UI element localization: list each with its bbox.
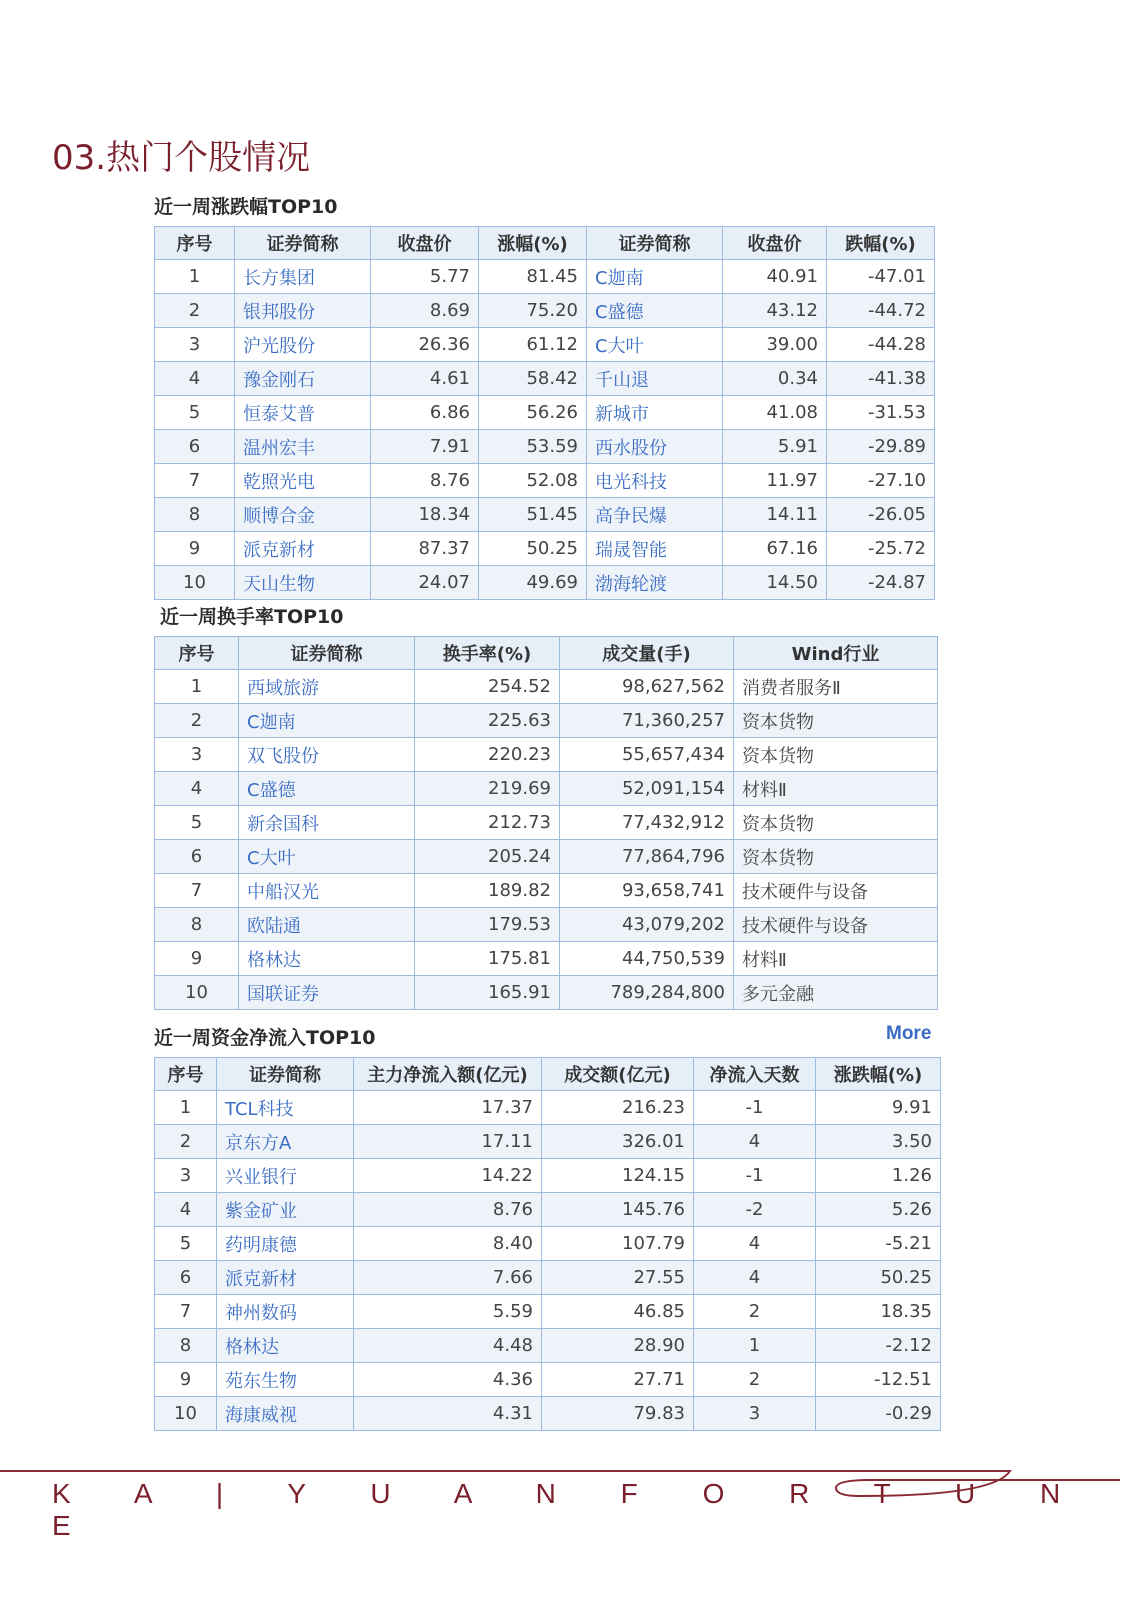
- table-row: [155, 498, 935, 532]
- cell-loser-name[interactable]: C盛德: [587, 294, 723, 328]
- cell-net-inflow: 14.22: [354, 1159, 542, 1193]
- cell-wind-industry: 技术硬件与设备: [734, 908, 938, 942]
- column-header-rank: 序号: [155, 1058, 217, 1091]
- cell-net-inflow: 7.66: [354, 1261, 542, 1295]
- table-row: [155, 1261, 941, 1295]
- cell-stock-name[interactable]: 欧陆通: [239, 908, 415, 942]
- table-row: [155, 1125, 941, 1159]
- table-row: [155, 1363, 941, 1397]
- cell-turnover-amount: 27.55: [542, 1261, 694, 1295]
- cell-rank: 8: [155, 1329, 217, 1363]
- table-row: [155, 1397, 941, 1431]
- cell-loser-close: 11.97: [723, 464, 827, 498]
- cell-net-inflow: 4.36: [354, 1363, 542, 1397]
- cell-rank: 2: [155, 704, 239, 738]
- cell-stock-name[interactable]: TCL科技: [217, 1091, 354, 1125]
- turnover-table: [154, 636, 938, 1010]
- table-row: [155, 874, 938, 908]
- column-header-net-inflow: 主力净流入额(亿元): [354, 1058, 542, 1091]
- cell-rank: 7: [155, 464, 235, 498]
- cell-wind-industry: 材料Ⅱ: [734, 772, 938, 806]
- column-header-volume: 成交量(手): [560, 637, 734, 670]
- cell-inflow-days: 3: [694, 1397, 816, 1431]
- cell-change-pct: 3.50: [816, 1125, 941, 1159]
- cell-change-pct: -2.12: [816, 1329, 941, 1363]
- cell-loss-pct: -31.53: [827, 396, 935, 430]
- cell-turnover-amount: 145.76: [542, 1193, 694, 1227]
- table-row: [155, 294, 935, 328]
- cell-turnover-rate: 189.82: [415, 874, 560, 908]
- column-header-inflow-days: 净流入天数: [694, 1058, 816, 1091]
- column-header-gainer-close: 收盘价: [371, 227, 479, 260]
- cell-gainer-close: 5.77: [371, 260, 479, 294]
- cell-rank: 4: [155, 1193, 217, 1227]
- cell-gainer-close: 26.36: [371, 328, 479, 362]
- cell-gain-pct: 81.45: [479, 260, 587, 294]
- table-row: [155, 362, 935, 396]
- cell-rank: 3: [155, 1159, 217, 1193]
- cell-gain-pct: 52.08: [479, 464, 587, 498]
- column-header-rank: 序号: [155, 227, 235, 260]
- cell-rank: 1: [155, 260, 235, 294]
- cell-loser-name[interactable]: C迦南: [587, 260, 723, 294]
- cell-wind-industry: 技术硬件与设备: [734, 874, 938, 908]
- cell-wind-industry: 资本货物: [734, 704, 938, 738]
- cell-rank: 10: [155, 566, 235, 600]
- table-row: [155, 704, 938, 738]
- cell-gainer-name[interactable]: 豫金刚石: [235, 362, 371, 396]
- cell-gain-pct: 75.20: [479, 294, 587, 328]
- cell-inflow-days: 2: [694, 1363, 816, 1397]
- cell-gainer-name[interactable]: 银邦股份: [235, 294, 371, 328]
- cell-inflow-days: -1: [694, 1159, 816, 1193]
- cell-stock-name[interactable]: C迦南: [239, 704, 415, 738]
- cell-rank: 10: [155, 1397, 217, 1431]
- cell-turnover-rate: 254.52: [415, 670, 560, 704]
- cell-change-pct: -0.29: [816, 1397, 941, 1431]
- cell-loser-close: 5.91: [723, 430, 827, 464]
- table-row: [155, 532, 935, 566]
- cell-wind-industry: 资本货物: [734, 738, 938, 772]
- cell-volume: 52,091,154: [560, 772, 734, 806]
- cell-gainer-name[interactable]: 沪光股份: [235, 328, 371, 362]
- table-row: [155, 1295, 941, 1329]
- cell-stock-name[interactable]: 药明康德: [217, 1227, 354, 1261]
- cell-stock-name[interactable]: 双飞股份: [239, 738, 415, 772]
- cell-loss-pct: -44.28: [827, 328, 935, 362]
- cell-stock-name[interactable]: 苑东生物: [217, 1363, 354, 1397]
- cell-stock-name[interactable]: 神州数码: [217, 1295, 354, 1329]
- cell-turnover-amount: 46.85: [542, 1295, 694, 1329]
- cell-inflow-days: 1: [694, 1329, 816, 1363]
- cell-turnover-amount: 28.90: [542, 1329, 694, 1363]
- table-row: [155, 464, 935, 498]
- cell-loser-close: 14.11: [723, 498, 827, 532]
- cell-gainer-close: 8.76: [371, 464, 479, 498]
- section-title-turnover: 近一周换手率TOP10: [160, 606, 344, 628]
- cell-volume: 77,432,912: [560, 806, 734, 840]
- column-header-loser-name: 证券简称: [587, 227, 723, 260]
- cell-stock-name[interactable]: 国联证券: [239, 976, 415, 1010]
- cell-turnover-rate: 179.53: [415, 908, 560, 942]
- cell-stock-name[interactable]: C盛德: [239, 772, 415, 806]
- cell-net-inflow: 5.59: [354, 1295, 542, 1329]
- cell-loser-name[interactable]: 渤海轮渡: [587, 566, 723, 600]
- cell-turnover-amount: 124.15: [542, 1159, 694, 1193]
- cell-change-pct: 9.91: [816, 1091, 941, 1125]
- cell-net-inflow: 4.31: [354, 1397, 542, 1431]
- cell-stock-name[interactable]: C大叶: [239, 840, 415, 874]
- cell-gainer-name[interactable]: 温州宏丰: [235, 430, 371, 464]
- cell-gainer-close: 6.86: [371, 396, 479, 430]
- cell-turnover-rate: 175.81: [415, 942, 560, 976]
- cell-rank: 9: [155, 532, 235, 566]
- cell-inflow-days: 4: [694, 1227, 816, 1261]
- cell-loser-close: 14.50: [723, 566, 827, 600]
- table-row: [155, 260, 935, 294]
- cell-net-inflow: 4.48: [354, 1329, 542, 1363]
- cell-loser-name[interactable]: 电光科技: [587, 464, 723, 498]
- cell-wind-industry: 材料Ⅱ: [734, 942, 938, 976]
- cell-gainer-name[interactable]: 天山生物: [235, 566, 371, 600]
- cell-loser-name[interactable]: 高争民爆: [587, 498, 723, 532]
- cell-rank: 9: [155, 942, 239, 976]
- table-header-row: [155, 227, 935, 260]
- cell-stock-name[interactable]: 海康威视: [217, 1397, 354, 1431]
- table-row: [155, 396, 935, 430]
- cell-rank: 6: [155, 430, 235, 464]
- cell-gainer-name[interactable]: 顺博合金: [235, 498, 371, 532]
- table-row: [155, 806, 938, 840]
- cell-loss-pct: -41.38: [827, 362, 935, 396]
- cell-gain-pct: 58.42: [479, 362, 587, 396]
- cell-turnover-rate: 165.91: [415, 976, 560, 1010]
- cell-loser-close: 67.16: [723, 532, 827, 566]
- cell-gain-pct: 53.59: [479, 430, 587, 464]
- cell-turnover-rate: 205.24: [415, 840, 560, 874]
- cell-rank: 2: [155, 294, 235, 328]
- column-header-gain-pct: 涨幅(%): [479, 227, 587, 260]
- cell-stock-name[interactable]: 派克新材: [217, 1261, 354, 1295]
- cell-loss-pct: -27.10: [827, 464, 935, 498]
- cell-rank: 4: [155, 772, 239, 806]
- cell-loser-name[interactable]: 西水股份: [587, 430, 723, 464]
- cell-loser-close: 43.12: [723, 294, 827, 328]
- cell-loss-pct: -29.89: [827, 430, 935, 464]
- cell-gain-pct: 50.25: [479, 532, 587, 566]
- cell-gainer-close: 24.07: [371, 566, 479, 600]
- column-header-loss-pct: 跌幅(%): [827, 227, 935, 260]
- column-header-change-pct: 涨跌幅(%): [816, 1058, 941, 1091]
- footer-swoosh-icon: [830, 1466, 1120, 1512]
- cell-loser-name[interactable]: C大叶: [587, 328, 723, 362]
- table-row: [155, 840, 938, 874]
- section-title-price-change: 近一周涨跌幅TOP10: [154, 196, 338, 218]
- cell-volume: 98,627,562: [560, 670, 734, 704]
- cell-turnover-amount: 27.71: [542, 1363, 694, 1397]
- table-row: [155, 942, 938, 976]
- cell-gainer-close: 4.61: [371, 362, 479, 396]
- cell-inflow-days: 4: [694, 1125, 816, 1159]
- cell-change-pct: 5.26: [816, 1193, 941, 1227]
- cell-wind-industry: 消费者服务Ⅱ: [734, 670, 938, 704]
- cell-rank: 7: [155, 874, 239, 908]
- cell-rank: 6: [155, 1261, 217, 1295]
- table-row: [155, 976, 938, 1010]
- column-header-turnover-rate: 换手率(%): [415, 637, 560, 670]
- cell-turnover-rate: 212.73: [415, 806, 560, 840]
- cell-gainer-close: 7.91: [371, 430, 479, 464]
- cell-gain-pct: 51.45: [479, 498, 587, 532]
- cell-rank: 3: [155, 328, 235, 362]
- column-header-stock-name: 证券简称: [217, 1058, 354, 1091]
- table-row: [155, 1227, 941, 1261]
- cell-volume: 77,864,796: [560, 840, 734, 874]
- cell-turnover-amount: 216.23: [542, 1091, 694, 1125]
- cell-stock-name[interactable]: 格林达: [239, 942, 415, 976]
- table-row: [155, 738, 938, 772]
- cell-rank: 9: [155, 1363, 217, 1397]
- cell-wind-industry: 多元金融: [734, 976, 938, 1010]
- cell-stock-name[interactable]: 中船汉光: [239, 874, 415, 908]
- cell-loss-pct: -26.05: [827, 498, 935, 532]
- table-row: [155, 430, 935, 464]
- table-row: [155, 566, 935, 600]
- cell-loser-close: 0.34: [723, 362, 827, 396]
- table-header-row: [155, 1058, 941, 1091]
- cell-net-inflow: 8.76: [354, 1193, 542, 1227]
- cell-gain-pct: 61.12: [479, 328, 587, 362]
- cell-gainer-name[interactable]: 恒泰艾普: [235, 396, 371, 430]
- cell-change-pct: 1.26: [816, 1159, 941, 1193]
- cell-gainer-name[interactable]: 派克新材: [235, 532, 371, 566]
- cell-rank: 8: [155, 498, 235, 532]
- cell-gainer-name[interactable]: 长方集团: [235, 260, 371, 294]
- cell-rank: 1: [155, 1091, 217, 1125]
- price-change-table: [154, 226, 935, 600]
- cell-loss-pct: -24.87: [827, 566, 935, 600]
- cell-rank: 1: [155, 670, 239, 704]
- cell-wind-industry: 资本货物: [734, 806, 938, 840]
- cell-gainer-name[interactable]: 乾照光电: [235, 464, 371, 498]
- cell-loss-pct: -25.72: [827, 532, 935, 566]
- cell-change-pct: 50.25: [816, 1261, 941, 1295]
- table-row: [155, 772, 938, 806]
- cell-wind-industry: 资本货物: [734, 840, 938, 874]
- table-row: [155, 1159, 941, 1193]
- column-header-rank: 序号: [155, 637, 239, 670]
- more-link[interactable]: More: [886, 1023, 932, 1044]
- cell-turnover-rate: 225.63: [415, 704, 560, 738]
- cell-loser-close: 39.00: [723, 328, 827, 362]
- cell-loser-name[interactable]: 瑞晟智能: [587, 532, 723, 566]
- net-inflow-table: [154, 1057, 941, 1431]
- cell-rank: 3: [155, 738, 239, 772]
- cell-stock-name[interactable]: 紫金矿业: [217, 1193, 354, 1227]
- cell-net-inflow: 17.37: [354, 1091, 542, 1125]
- column-header-wind-industry: Wind行业: [734, 637, 938, 670]
- cell-loser-name[interactable]: 千山退: [587, 362, 723, 396]
- cell-loss-pct: -44.72: [827, 294, 935, 328]
- cell-rank: 8: [155, 908, 239, 942]
- cell-rank: 2: [155, 1125, 217, 1159]
- cell-change-pct: 18.35: [816, 1295, 941, 1329]
- cell-gain-pct: 56.26: [479, 396, 587, 430]
- cell-turnover-amount: 107.79: [542, 1227, 694, 1261]
- cell-inflow-days: -2: [694, 1193, 816, 1227]
- table-row: [155, 908, 938, 942]
- page-title: 03.热门个股情况: [52, 138, 311, 178]
- cell-change-pct: -12.51: [816, 1363, 941, 1397]
- section-title-net-inflow: 近一周资金净流入TOP10: [154, 1027, 376, 1049]
- table-header-row: [155, 637, 938, 670]
- cell-rank: 5: [155, 396, 235, 430]
- cell-gainer-close: 18.34: [371, 498, 479, 532]
- cell-gainer-close: 87.37: [371, 532, 479, 566]
- cell-volume: 93,658,741: [560, 874, 734, 908]
- column-header-gainer-name: 证券简称: [235, 227, 371, 260]
- cell-turnover-rate: 220.23: [415, 738, 560, 772]
- cell-gain-pct: 49.69: [479, 566, 587, 600]
- cell-rank: 5: [155, 806, 239, 840]
- cell-stock-name[interactable]: 兴业银行: [217, 1159, 354, 1193]
- cell-rank: 5: [155, 1227, 217, 1261]
- table-row: [155, 328, 935, 362]
- table-row: [155, 1329, 941, 1363]
- cell-stock-name[interactable]: 新余国科: [239, 806, 415, 840]
- cell-net-inflow: 17.11: [354, 1125, 542, 1159]
- cell-inflow-days: 4: [694, 1261, 816, 1295]
- cell-loser-close: 40.91: [723, 260, 827, 294]
- column-header-stock-name: 证券简称: [239, 637, 415, 670]
- table-row: [155, 1091, 941, 1125]
- cell-rank: 10: [155, 976, 239, 1010]
- cell-turnover-rate: 219.69: [415, 772, 560, 806]
- cell-volume: 55,657,434: [560, 738, 734, 772]
- cell-loss-pct: -47.01: [827, 260, 935, 294]
- cell-loser-name[interactable]: 新城市: [587, 396, 723, 430]
- table-row: [155, 670, 938, 704]
- cell-inflow-days: -1: [694, 1091, 816, 1125]
- footer-brand: K A | Y U A N F O R T U N E: [52, 1478, 1089, 1541]
- cell-stock-name[interactable]: 京东方A: [217, 1125, 354, 1159]
- cell-inflow-days: 2: [694, 1295, 816, 1329]
- column-header-loser-close: 收盘价: [723, 227, 827, 260]
- column-header-turnover-amount: 成交额(亿元): [542, 1058, 694, 1091]
- cell-rank: 4: [155, 362, 235, 396]
- cell-volume: 789,284,800: [560, 976, 734, 1010]
- cell-turnover-amount: 79.83: [542, 1397, 694, 1431]
- cell-loser-close: 41.08: [723, 396, 827, 430]
- cell-volume: 43,079,202: [560, 908, 734, 942]
- cell-gainer-close: 8.69: [371, 294, 479, 328]
- cell-stock-name[interactable]: 格林达: [217, 1329, 354, 1363]
- cell-volume: 44,750,539: [560, 942, 734, 976]
- cell-turnover-amount: 326.01: [542, 1125, 694, 1159]
- cell-volume: 71,360,257: [560, 704, 734, 738]
- table-row: [155, 1193, 941, 1227]
- cell-net-inflow: 8.40: [354, 1227, 542, 1261]
- cell-change-pct: -5.21: [816, 1227, 941, 1261]
- cell-rank: 7: [155, 1295, 217, 1329]
- cell-rank: 6: [155, 840, 239, 874]
- cell-stock-name[interactable]: 西域旅游: [239, 670, 415, 704]
